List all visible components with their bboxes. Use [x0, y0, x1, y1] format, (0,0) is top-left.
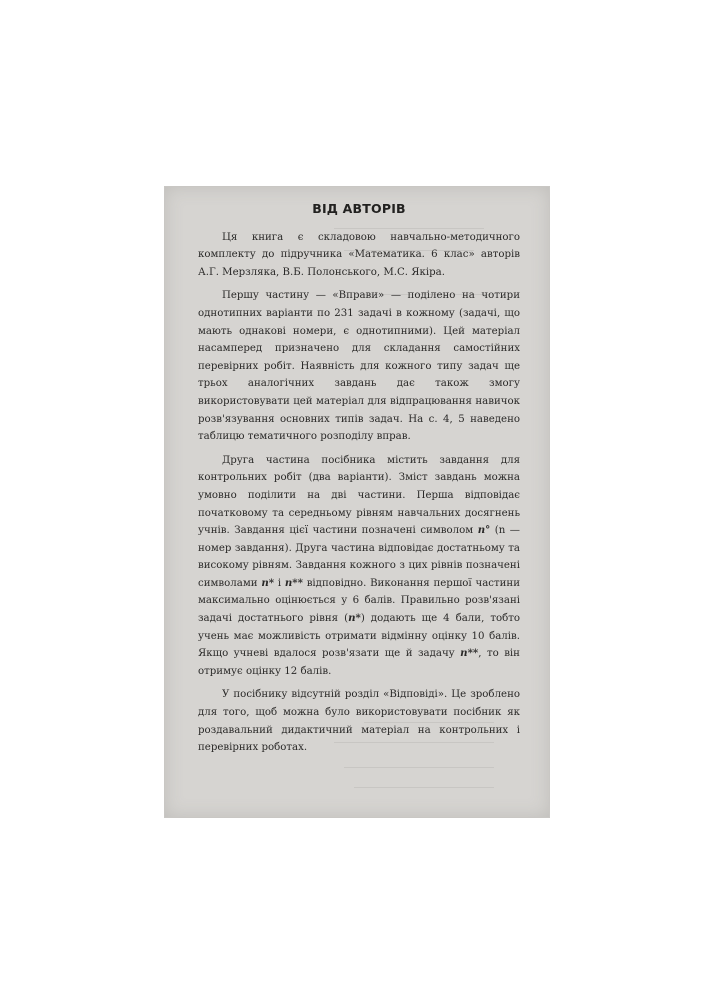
text-run: відповідно. Виконання першої частини максимально оцінюється у 6 балів. Правильно розв'язані задачі достатнього рівня ( — [198, 577, 520, 625]
text-run: і — [274, 577, 285, 589]
text-run: ) додають ще 4 бали, тобто учень має можливість отримати відмінну оцінку 10 балів. Якщо учневі вдалося розв'язати ще й задачу — [198, 613, 520, 660]
text-run: Друга частина посібника містить завдання для контрольних робіт (два варіанти). Зміст завдань можна умовно поділити на дві частини. Перша відповідає початковому та середньому рівням навчальних досягнень учнів. Завдання цієї частини позначені символом — [198, 454, 520, 537]
paragraph-tests — [198, 452, 520, 681]
paragraph-exercises: Першу частину — «Вправи» — поділено на чотири однотипних варіанти по 231 задачі в кожному (задачі, що мають однакові номери, є однотипними). Цей матеріал насамперед призначено для складання самостійних перевірних робіт. Наявність для кожного типу задач ще трьох аналогічних завдань дає також змогу використовувати цей матеріал для відпрацювання навичок розв'язування основних типів задач. На с. 4, 5 наведено таблицю тематичного розподілу вправ. — [198, 290, 520, 443]
paragraph-answers: У посібнику відсутній розділ «Відповіді». Це зроблено для того, щоб можна було використовувати посібник як роздавальний дидактичний матеріал на контрольних і перевірних роботах. — [198, 689, 520, 754]
text-run: (n — номер завдання). Друга частина відповідає достатньому та високому рівням. Завдання кожного з цих рівнів позначені символами — [198, 525, 520, 589]
paragraph-intro: Ця книга є складовою навчально-методичного комплекту до підручника «Математика. 6 клас» авторів А.Г. Мерзляка, В.Б. Полонського, М.С. Якіра. — [198, 231, 520, 278]
symbol-n-degree: n° — [477, 524, 491, 537]
preface-content — [198, 200, 520, 763]
symbol-n-star: n* — [348, 612, 361, 625]
section-heading: ВІД АВТОРІВ — [312, 201, 406, 216]
book-page — [164, 186, 550, 818]
symbol-n-double-star: n** — [284, 576, 303, 589]
text-run: , то він отримує оцінку 12 балів. — [198, 648, 520, 677]
symbol-n-star: n* — [261, 576, 275, 589]
symbol-n-double-star: n** — [460, 647, 479, 660]
